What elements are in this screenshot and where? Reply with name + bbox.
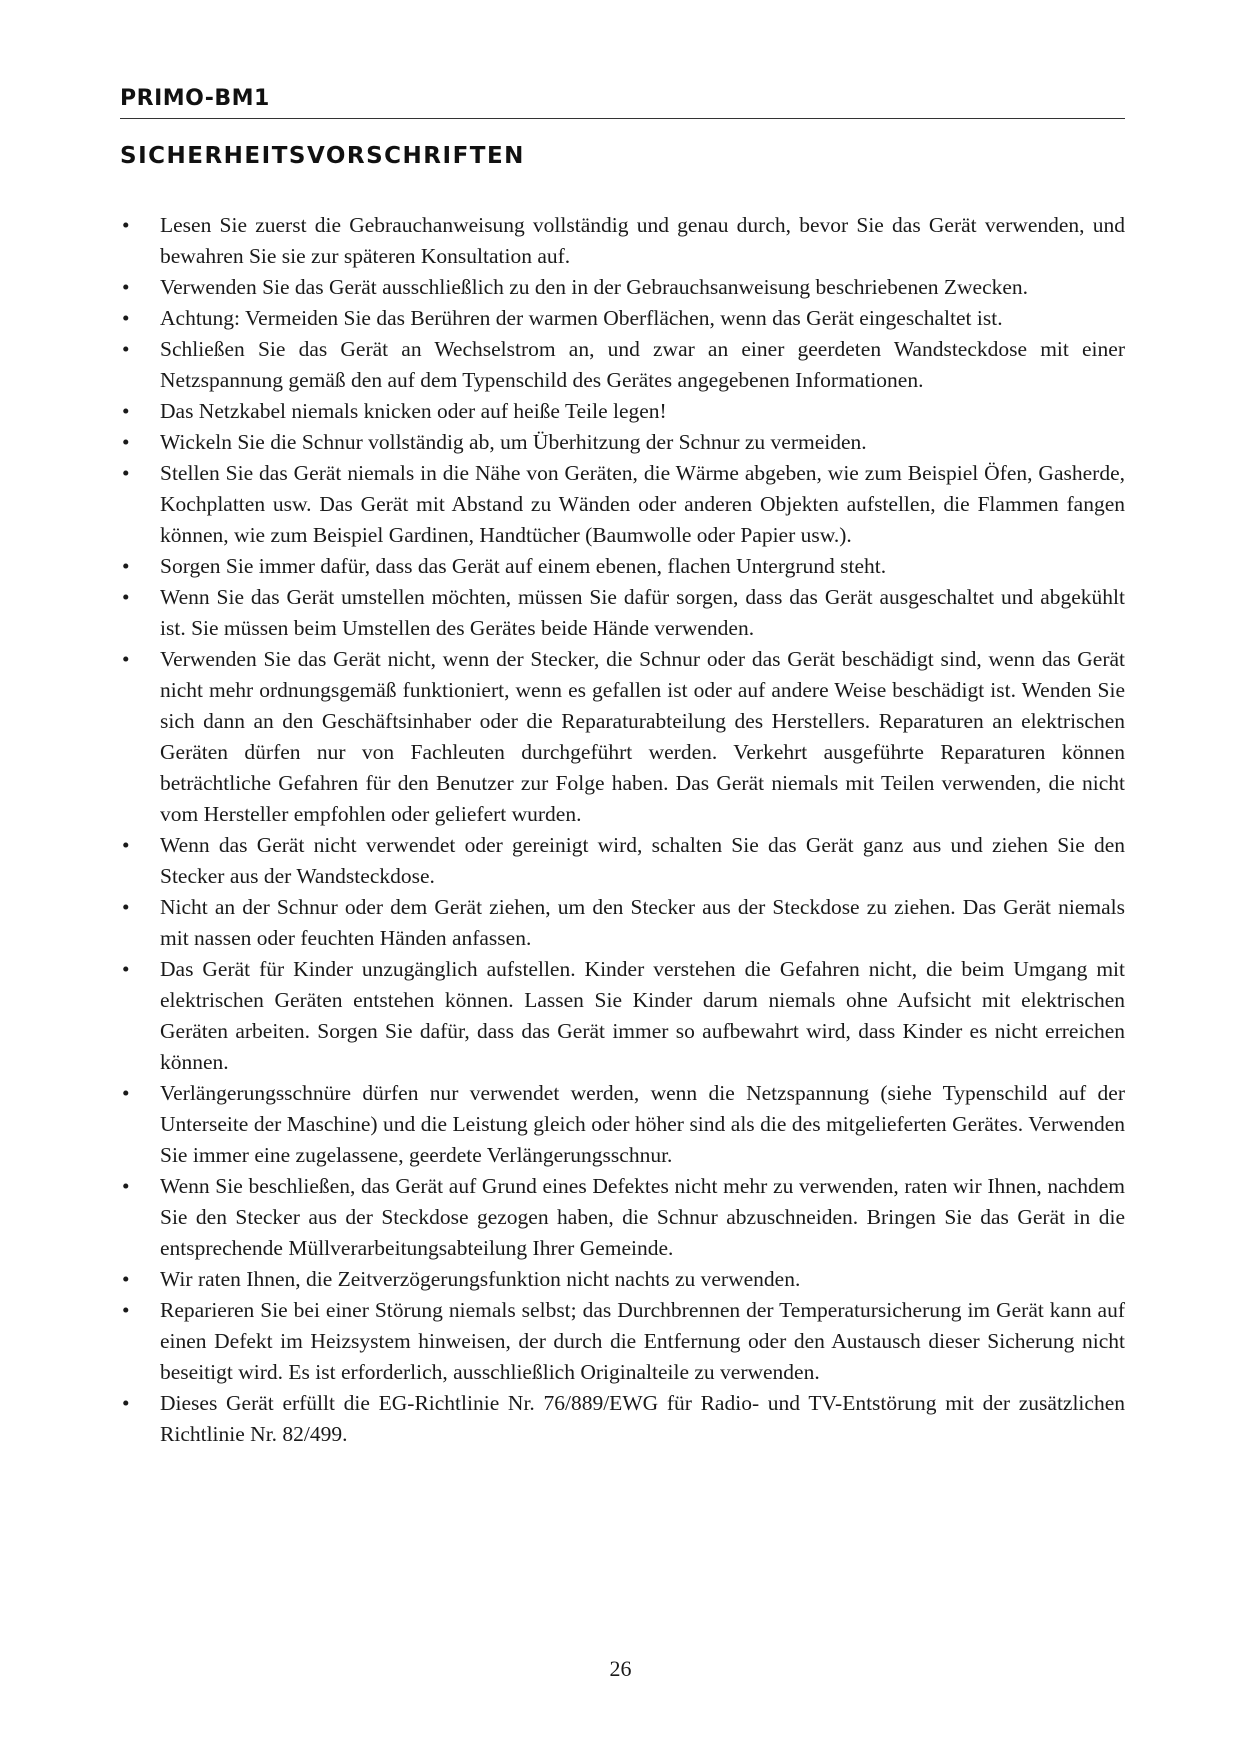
- list-item: [120, 1264, 1125, 1295]
- list-item-text: Das Gerät für Kinder unzugänglich aufstellen. Kinder verstehen die Gefahren nicht, die beim Umgang mit elektrischen Geräten entstehen können. Lassen Sie Kinder darum niemals ohne Aufsicht mit elektrischen Geräten arbeiten. Sorgen Sie dafür, dass das Gerät immer so aufbewahrt wird, dass Kinder es nicht erreichen können.: [160, 957, 1125, 1074]
- section-title: SICHERHEITSVORSCHRIFTEN: [120, 143, 525, 169]
- list-item-text: Stellen Sie das Gerät niemals in die Nähe von Geräten, die Wärme abgeben, wie zum Beispiel Öfen, Gasherde, Kochplatten usw. Das Gerät mit Abstand zu Wänden oder anderen Objekten aufstellen, die Flammen fangen können, wie zum Beispiel Gardinen, Handtücher (Baumwolle oder Papier usw.).: [160, 461, 1125, 547]
- bullet-icon: •: [122, 1081, 130, 1105]
- bullet-icon: •: [122, 1267, 130, 1291]
- list-item-text: Sorgen Sie immer dafür, dass das Gerät auf einem ebenen, flachen Untergrund steht.: [160, 554, 887, 578]
- list-item-text: Das Netzkabel niemals knicken oder auf heiße Teile legen!: [160, 399, 667, 423]
- safety-instructions-list: [120, 210, 1125, 1450]
- list-item-text: Reparieren Sie bei einer Störung niemals selbst; das Durchbrennen der Temperatursicherung im Gerät kann auf einen Defekt im Heizsystem hinweisen, der durch die Entfernung oder den Austausch dieser Sicherung nicht beseitigt wird. Es ist erforderlich, ausschließlich Originalteile zu verwenden.: [160, 1298, 1125, 1384]
- list-item: [120, 830, 1125, 892]
- header-rule: [120, 118, 1125, 119]
- list-item: [120, 1171, 1125, 1264]
- list-item: [120, 303, 1125, 334]
- list-item-text: Schließen Sie das Gerät an Wechselstrom an, und zwar an einer geerdeten Wandsteckdose mit einer Netzspannung gemäß den auf dem Typenschild des Gerätes angegebenen Informationen.: [160, 337, 1125, 392]
- list-item-text: Wenn Sie beschließen, das Gerät auf Grund eines Defektes nicht mehr zu verwenden, raten wir Ihnen, nachdem Sie den Stecker aus der Steckdose gezogen haben, die Schnur abzuschneiden. Bringen Sie das Gerät in die entsprechende Müllverarbeitungsabteilung Ihrer Gemeinde.: [160, 1174, 1125, 1260]
- list-item-text: Lesen Sie zuerst die Gebrauchanweisung vollständig und genau durch, bevor Sie das Gerät verwenden, und bewahren Sie sie zur späteren Konsultation auf.: [160, 213, 1125, 268]
- list-item: [120, 551, 1125, 582]
- bullet-icon: •: [122, 275, 130, 299]
- bullet-icon: •: [122, 213, 130, 237]
- list-item: [120, 1388, 1125, 1450]
- bullet-icon: •: [122, 1174, 130, 1198]
- list-item-text: Verlängerungsschnüre dürfen nur verwendet werden, wenn die Netzspannung (siehe Typenschild auf der Unterseite der Maschine) und die Leistung gleich oder höher sind als die des mitgelieferten Gerätes. Verwenden Sie immer eine zugelassene, geerdete Verlängerungsschnur.: [160, 1081, 1125, 1167]
- list-item: [120, 1295, 1125, 1388]
- list-item-text: Wenn Sie das Gerät umstellen möchten, müssen Sie dafür sorgen, dass das Gerät ausgeschaltet und abgekühlt ist. Sie müssen beim Umstellen des Gerätes beide Hände verwenden.: [160, 585, 1125, 640]
- bullet-icon: •: [122, 1391, 130, 1415]
- list-item: [120, 458, 1125, 551]
- list-item: [120, 427, 1125, 458]
- bullet-icon: •: [122, 399, 130, 423]
- list-item-text: Verwenden Sie das Gerät nicht, wenn der Stecker, die Schnur oder das Gerät beschädigt sind, wenn das Gerät nicht mehr ordnungsgemäß funktioniert, wenn es gefallen ist oder auf andere Weise beschädigt ist. Wenden Sie sich dann an den Geschäftsinhaber oder die Reparaturabteilung des Herstellers. Reparaturen an elektrischen Geräten dürfen nur von Fachleuten durchgeführt werden. Verkehrt ausgeführte Reparaturen können beträchtliche Gefahren für den Benutzer zur Folge haben. Das Gerät niemals mit Teilen verwenden, die nicht vom Hersteller empfohlen oder geliefert wurden.: [160, 647, 1125, 826]
- list-item: [120, 334, 1125, 396]
- bullet-icon: •: [122, 1298, 130, 1322]
- bullet-icon: •: [122, 461, 130, 485]
- list-item-text: Achtung: Vermeiden Sie das Berühren der warmen Oberflächen, wenn das Gerät eingeschaltet ist.: [160, 306, 1003, 330]
- list-item-text: Nicht an der Schnur oder dem Gerät ziehen, um den Stecker aus der Steckdose zu ziehen. Das Gerät niemals mit nassen oder feuchten Händen anfassen.: [160, 895, 1125, 950]
- list-item: [120, 272, 1125, 303]
- list-item: [120, 396, 1125, 427]
- list-item-text: Verwenden Sie das Gerät ausschließlich zu den in der Gebrauchsanweisung beschriebenen Zwecken.: [160, 275, 1029, 299]
- list-item: [120, 892, 1125, 954]
- list-item-text: Wickeln Sie die Schnur vollständig ab, um Überhitzung der Schnur zu vermeiden.: [160, 430, 867, 454]
- model-name: PRIMO-BM1: [120, 86, 270, 111]
- bullet-icon: •: [122, 585, 130, 609]
- list-item-text: Wenn das Gerät nicht verwendet oder gereinigt wird, schalten Sie das Gerät ganz aus und ziehen Sie den Stecker aus der Wandsteckdose.: [160, 833, 1125, 888]
- bullet-icon: •: [122, 957, 130, 981]
- list-item: [120, 644, 1125, 830]
- list-item-text: Dieses Gerät erfüllt die EG-Richtlinie Nr. 76/889/EWG für Radio- und TV-Entstörung mit der zusätzlichen Richtlinie Nr. 82/499.: [160, 1391, 1125, 1446]
- page-header: [120, 84, 1125, 119]
- bullet-icon: •: [122, 554, 130, 578]
- bullet-icon: •: [122, 647, 130, 671]
- bullet-icon: •: [122, 430, 130, 454]
- list-item: [120, 210, 1125, 272]
- page-number: 26: [609, 1656, 632, 1681]
- bullet-icon: •: [122, 895, 130, 919]
- bullet-icon: •: [122, 833, 130, 857]
- list-item: [120, 582, 1125, 644]
- bullet-icon: •: [122, 337, 130, 361]
- list-item: [120, 954, 1125, 1078]
- list-item-text: Wir raten Ihnen, die Zeitverzögerungsfunktion nicht nachts zu verwenden.: [160, 1267, 801, 1291]
- list-item: [120, 1078, 1125, 1171]
- bullet-icon: •: [122, 306, 130, 330]
